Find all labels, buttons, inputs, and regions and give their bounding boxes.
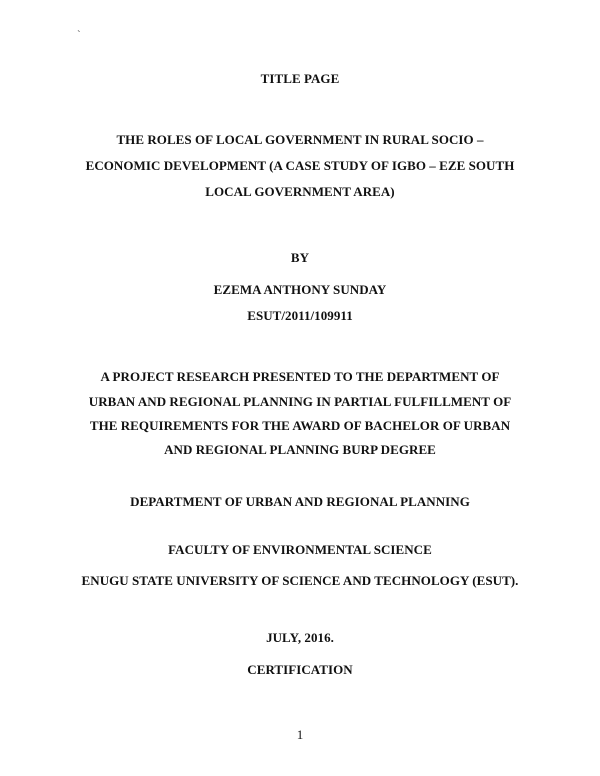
university-name: ENUGU STATE UNIVERSITY OF SCIENCE AND TECHNOLOGY (ESUT). [81,573,519,588]
project-title-line-3: LOCAL GOVERNMENT AREA) [205,184,395,199]
certification-heading: CERTIFICATION [247,662,353,677]
department-name: DEPARTMENT OF URBAN AND REGIONAL PLANNING [130,494,470,509]
by-label: BY [290,250,310,265]
submission-date: JULY, 2016. [266,630,334,645]
stray-backtick-mark: ` [77,29,81,41]
presentation-statement-line-4: AND REGIONAL PLANNING BURP DEGREE [164,442,436,457]
presentation-statement-line-3: THE REQUIREMENTS FOR THE AWARD OF BACHELOR OF URBAN [89,418,511,433]
project-title-line-1: THE ROLES OF LOCAL GOVERNMENT IN RURAL SOCIO – [116,132,484,147]
author-name: EZEMA ANTHONY SUNDAY [213,282,387,297]
faculty-name: FACULTY OF ENVIRONMENTAL SCIENCE [168,542,432,557]
project-title-line-2: ECONOMIC DEVELOPMENT (A CASE STUDY OF IGBO – EZE SOUTH [85,158,515,173]
registration-number: ESUT/2011/109911 [247,308,353,323]
presentation-statement-line-1: A PROJECT RESEARCH PRESENTED TO THE DEPARTMENT OF [100,369,500,384]
page-number: 1 [296,727,304,742]
title-page-heading: TITLE PAGE [260,71,340,86]
presentation-statement-line-2: URBAN AND REGIONAL PLANNING IN PARTIAL FULFILLMENT OF [88,394,512,409]
